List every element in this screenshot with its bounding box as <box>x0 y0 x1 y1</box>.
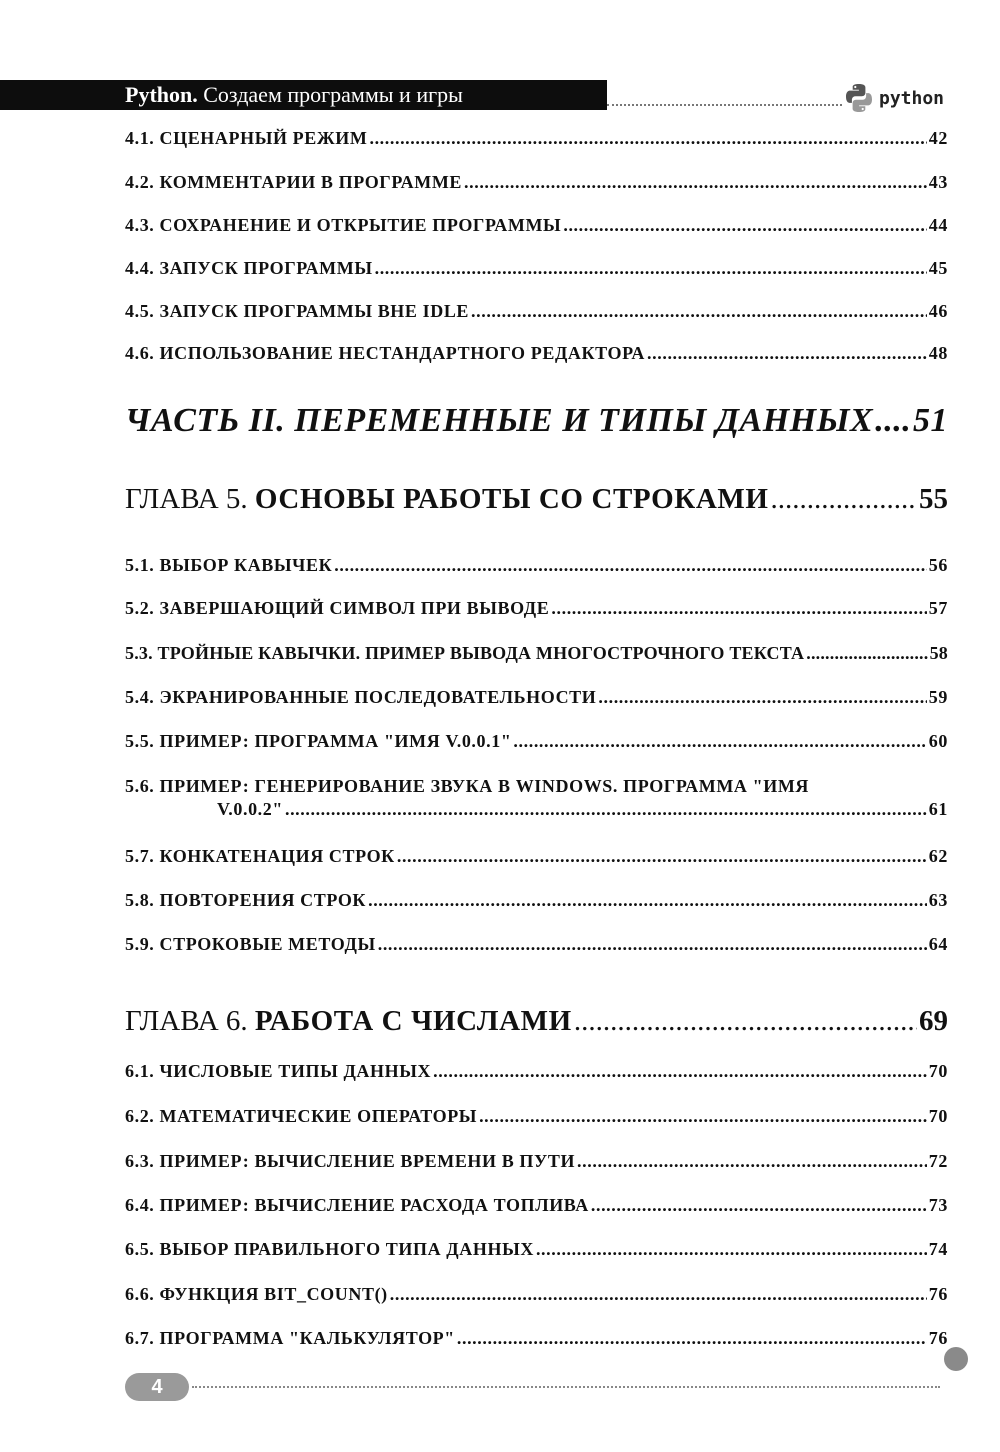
toc-entry: 5.8. ПОВТОРЕНИЯ СТРОК ..... 63 <box>125 890 948 911</box>
toc-entry: 6.5. ВЫБОР ПРАВИЛЬНОГО ТИПА ДАННЫХ ..... 74 <box>125 1239 948 1260</box>
toc-entry: 6.4. ПРИМЕР: ВЫЧИСЛЕНИЕ РАСХОДА ТОПЛИВА ..... 73 <box>125 1195 948 1216</box>
page-number: 4 <box>151 1375 163 1398</box>
toc-entry: 4.5. ЗАПУСК ПРОГРАММЫ ВНЕ IDLE ..... 46 <box>125 301 948 322</box>
toc-entry: 4.3. СОХРАНЕНИЕ И ОТКРЫТИЕ ПРОГРАММЫ ..... 44 <box>125 215 948 236</box>
toc-entry: 5.4. ЭКРАНИРОВАННЫЕ ПОСЛЕДОВАТЕЛЬНОСТИ ..... 59 <box>125 687 948 708</box>
python-logo <box>843 82 944 114</box>
python-snake-icon <box>843 82 875 114</box>
toc-entry: 4.2. КОММЕНТАРИИ В ПРОГРАММЕ ..... 43 <box>125 172 948 193</box>
book-title <box>125 82 463 108</box>
toc-entry: 4.4. ЗАПУСК ПРОГРАММЫ ..... 45 <box>125 258 948 279</box>
toc-entry: 4.6. ИСПОЛЬЗОВАНИЕ НЕСТАНДАРТНОГО РЕДАКТОРА ..... 48 <box>125 343 948 364</box>
toc-entry: 5.1. ВЫБОР КАВЫЧЕК ..... 56 <box>125 555 948 576</box>
toc-entry: 5.7. КОНКАТЕНАЦИЯ СТРОК ..... 62 <box>125 846 948 867</box>
toc-entry: 6.7. ПРОГРАММА "КАЛЬКУЛЯТОР" ..... 76 <box>125 1328 948 1349</box>
book-title-rest: Создаем программы и игры <box>197 82 463 107</box>
toc-chapter-heading: ГЛАВА 5. ОСНОВЫ РАБОТЫ СО СТРОКАМИ ..... 55 <box>125 483 948 516</box>
toc-entry: 6.3. ПРИМЕР: ВЫЧИСЛЕНИЕ ВРЕМЕНИ В ПУТИ ..... 72 <box>125 1151 948 1172</box>
header-dotted-rule <box>607 104 842 106</box>
toc-entry: 6.6. ФУНКЦИЯ BIT_COUNT() ..... 76 <box>125 1284 948 1305</box>
book-title-bold: Python. <box>125 82 198 107</box>
page-number-badge <box>125 1373 189 1401</box>
toc-part-heading: ЧАСТЬ II. ПЕРЕМЕННЫЕ И ТИПЫ ДАННЫХ ..... 51 <box>125 402 948 440</box>
toc-entry: 5.5. ПРИМЕР: ПРОГРАММА "ИМЯ V.0.0.1" ..... 60 <box>125 731 948 752</box>
footer-dotted-rule <box>192 1386 940 1388</box>
toc-entry: 5.9. СТРОКОВЫЕ МЕТОДЫ ..... 64 <box>125 934 948 955</box>
python-logo-text: python <box>879 87 945 109</box>
toc-entry: 5.3. ТРОЙНЫЕ КАВЫЧКИ. ПРИМЕР ВЫВОДА МНОГОСТРОЧНОГО ТЕКСТА ..... 58 <box>125 643 948 664</box>
toc-entry: 6.1. ЧИСЛОВЫЕ ТИПЫ ДАННЫХ ..... 70 <box>125 1061 948 1082</box>
toc-chapter-heading: ГЛАВА 6. РАБОТА С ЧИСЛАМИ ..... 69 <box>125 1005 948 1038</box>
toc-entry: 4.1. СЦЕНАРНЫЙ РЕЖИМ ..... 42 <box>125 128 948 149</box>
toc-entry-multiline: 5.6. ПРИМЕР: ГЕНЕРИРОВАНИЕ ЗВУКА В WINDOWS. ПРОГРАММА "ИМЯ V.0.0.2" ..... 61 <box>125 776 948 820</box>
footer-circle-ornament <box>944 1347 968 1371</box>
toc-entry: 6.2. МАТЕМАТИЧЕСКИЕ ОПЕРАТОРЫ ..... 70 <box>125 1106 948 1127</box>
toc-entry: 5.2. ЗАВЕРШАЮЩИЙ СИМВОЛ ПРИ ВЫВОДЕ ..... 57 <box>125 598 948 619</box>
